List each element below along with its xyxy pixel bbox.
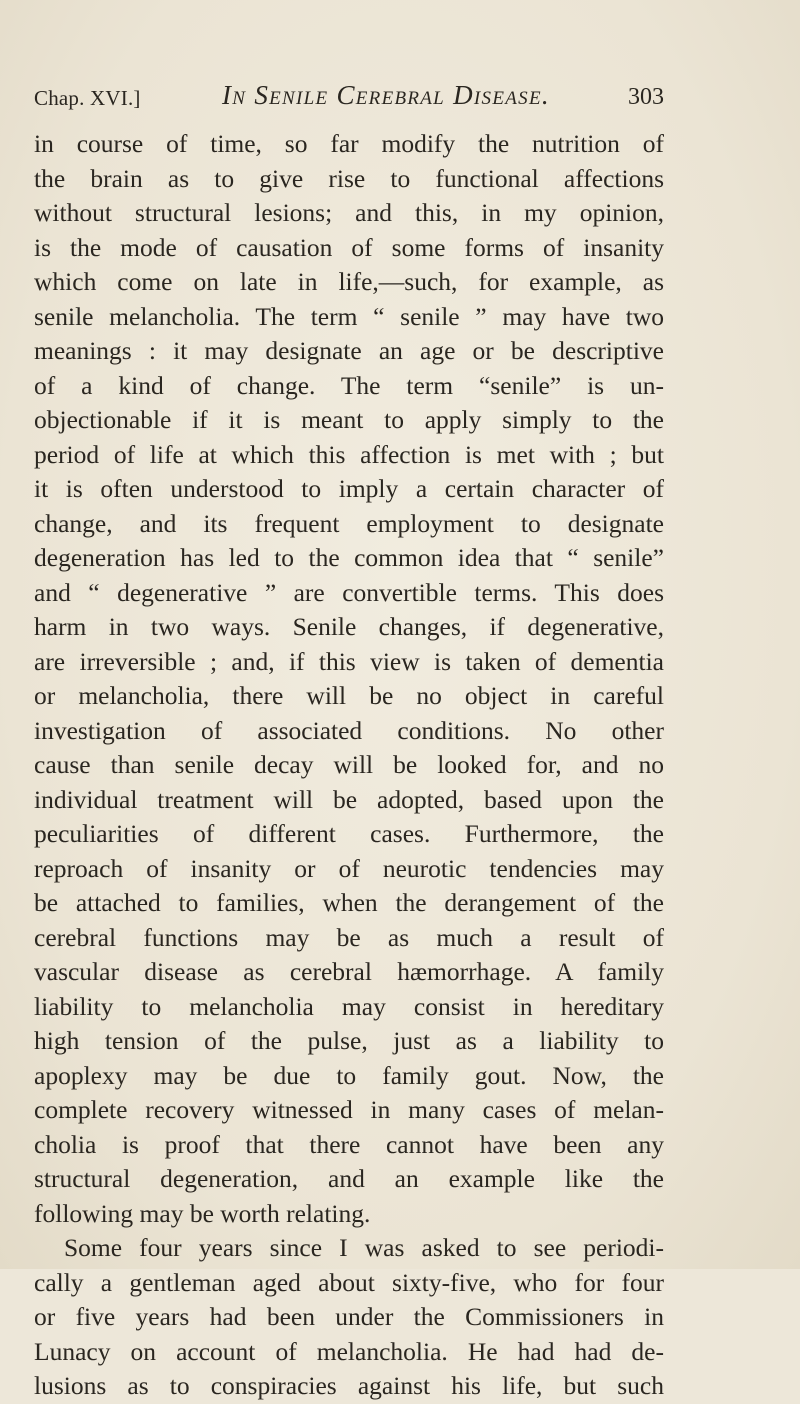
text-line: change, and its frequent employment to designate [34,508,664,538]
paragraph-start-line: Some four years since I was asked to see periodi- [64,1233,664,1262]
text-line: it is often understood to imply a certain character of [34,474,664,503]
text-line: lusions as to conspiracies against his life, but such [34,1371,664,1400]
chapter-label: Chap. XVI.] [34,86,141,110]
text-line: vascular disease as cerebral hæmorrhage. A family [34,957,664,986]
text-line: meanings : it may designate an age or be descriptive [34,336,664,365]
text-line: investigation of associated conditions. No other [34,715,664,745]
text-line: peculiarities of different cases. Furthermore, the [34,819,664,848]
text-line: cause than senile decay will be looked for, and no [34,750,664,779]
paragraph-end-line: following may be worth relating. [34,1198,371,1228]
text-line: is the mode of causation of some forms of insanity [34,232,664,262]
text-line: or melancholia, there will be no object in careful [34,681,664,710]
body-text [34,127,664,1404]
text-line: Lunacy on account of melancholia. He had had de- [34,1336,664,1366]
text-line: harm in two ways. Senile changes, if degenerative, [34,612,664,641]
text-line: without structural lesions; and this, in my opinion, [34,198,664,227]
text-line: objectionable if it is meant to apply simply to the [34,405,664,434]
text-line: structural degeneration, and an example like the [34,1164,664,1193]
text-line: are irreversible ; and, if this view is taken of dementia [34,646,664,676]
text-line: reproach of insanity or of neurotic tendencies may [34,853,664,883]
text-line: in course of time, so far modify the nutrition of [34,129,664,158]
text-line: high tension of the pulse, just as a liability to [34,1026,664,1055]
text-line: of a kind of change. The term “senile” is un- [34,370,664,400]
text-line: apoplexy may be due to family gout. Now, the [34,1060,664,1090]
text-line: senile melancholia. The term “ senile ” may have two [34,301,664,331]
running-head [34,80,664,120]
text-line: degeneration has led to the common idea that “ senile” [34,543,664,572]
text-line: complete recovery witnessed in many cases of melan- [34,1095,664,1124]
text-line: or five years had been under the Commissioners in [34,1302,664,1331]
text-line: cally a gentleman aged about sixty-five, who for four [34,1267,664,1297]
text-line: liability to melancholia may consist in hereditary [34,991,664,1021]
text-line: which come on late in life,—such, for example, as [34,267,664,296]
text-line: cholia is proof that there cannot have been any [34,1129,664,1159]
text-line: be attached to families, when the derangement of the [34,888,664,917]
text-line: cerebral functions may be as much a result of [34,922,664,952]
text-line: and “ degenerative ” are convertible terms. This does [34,577,664,607]
text-line: the brain as to give rise to functional affections [34,163,664,193]
running-title: In Senile Cerebral Disease. [222,80,550,110]
page-number: 303 [628,84,664,110]
text-line: individual treatment will be adopted, based upon the [34,784,664,814]
text-line: period of life at which this affection is met with ; but [34,439,664,469]
